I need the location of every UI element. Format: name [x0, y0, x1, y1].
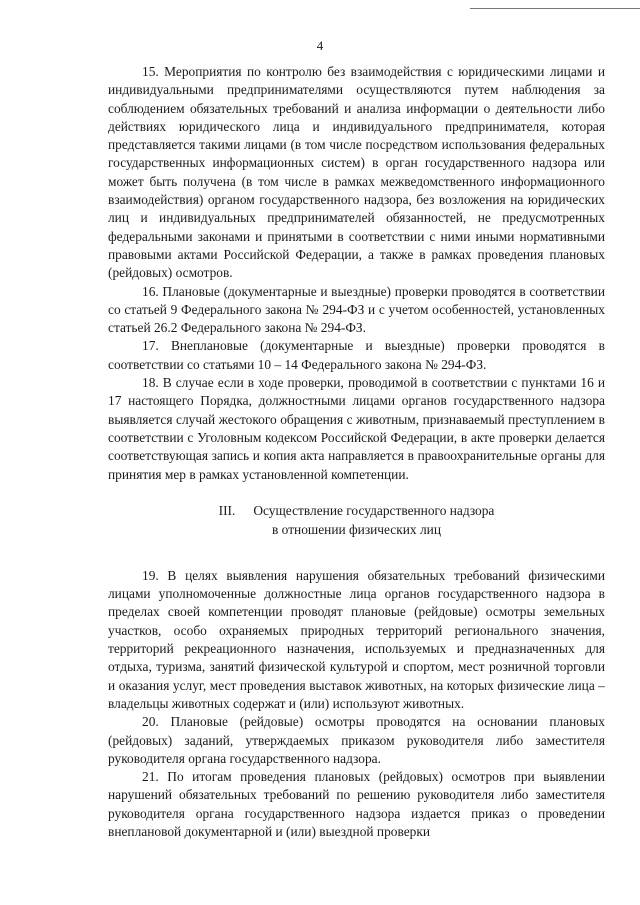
paragraph-15: 15. Мероприятия по контролю без взаимодействия с юридическими лицами и индивидуальными предпринимателями осуществляются путем наблюдения за соблюдением обязательных требований и анализа информации о деятельности либо действиях юридического лица и индивидуального предпринимателя, которая представляется такими лицами (в том числе посредством использования федеральных государственных информационных систем) в орган государственного надзора или может быть получена (в том числе в рамках межведомственного информационного взаимодействия) органом государственного надзора, без возложения на юридических лиц и индивидуальных предпринимателей обязанностей, не предусмотренных федеральными законами и принятыми в соответствии с ними иными нормативными правовыми актами Российской Федерации, а также в рамках проведения плановых (рейдовых) осмотров. — [108, 64, 605, 281]
document-body — [108, 63, 605, 841]
paragraph-20: 20. Плановые (рейдовые) осмотры проводятся на основании плановых (рейдовых) заданий, утверждаемых приказом руководителя либо заместителя руководителя органа государственного надзора. — [108, 714, 605, 766]
section-title-line-2: в отношении физических лиц — [272, 521, 441, 537]
paragraph-16: 16. Плановые (документарные и выездные) проверки проводятся в соответствии со статьей 9 Федерального закона № 294-ФЗ и с учетом особенностей, установленных статьей 26.2 Федерального закона № 294-ФЗ. — [108, 283, 605, 336]
page-number: 4 — [316, 38, 324, 53]
section-heading-line-1 — [108, 501, 605, 520]
paragraph-17: 17. Внеплановые (документарные и выездные) проверки проводятся в соответствии со статьями 10 – 14 Федерального закона № 294-ФЗ. — [108, 338, 605, 372]
scan-edge-line — [470, 8, 640, 9]
paragraph-21: 21. По итогам проведения плановых (рейдовых) осмотров при выявлении нарушений обязательных требований по решению руководителя либо заместителя руководителя органа государственного надзора издается приказ о проведении внеплановой документарной и (или) выездной проверки — [108, 769, 605, 839]
section-heading — [108, 501, 605, 539]
section-title-line-1: Осуществление государственного надзора — [253, 502, 495, 518]
paragraph-19: 19. В целях выявления нарушения обязательных требований физическими лицами уполномоченные должностные лица органов государственного надзора в пределах своей компетенции проводят плановые (рейдовые) осмотры земельных участков, особо охраняемых природных территорий регионального значения, территорий рекреационного назначения, используемых и предназначенных для отдыха, туризма, занятий физической культурой и спортом, мест розничной торговли и оказания услуг, мест проведения выставок животных, на которых физические лица – владельцы животных содержат и (или) используют животных. — [108, 567, 605, 711]
section-number: III. — [218, 502, 236, 518]
paragraph-18: 18. В случае если в ходе проверки, проводимой в соответствии с пунктами 16 и 17 настоящего Порядка, должностными лицами органов государственного надзора выявляется случай жестокого обращения с животным, признаваемый преступлением в соответствии с Уголовным кодексом Российской Федерации, в акте проверки делается соответствующая запись и копия акта направляется в правоохранительные органы для принятия мер в рамках установленной компетенции. — [108, 375, 605, 482]
